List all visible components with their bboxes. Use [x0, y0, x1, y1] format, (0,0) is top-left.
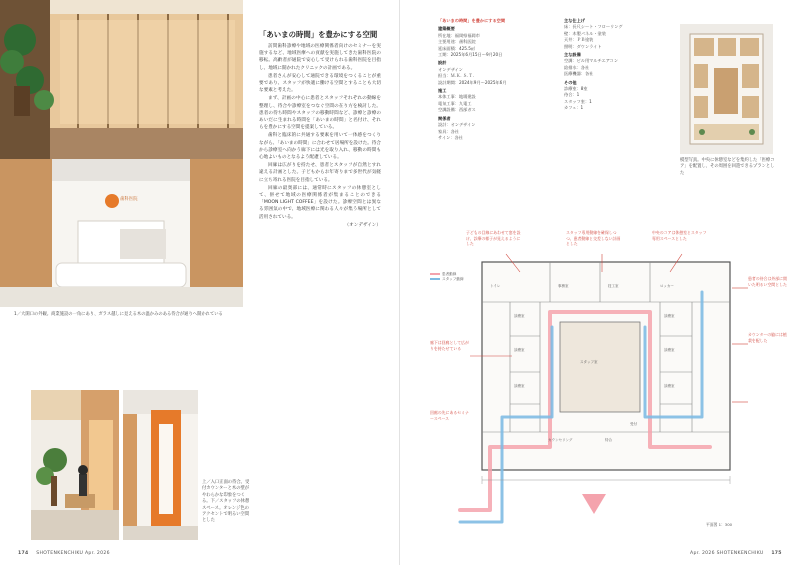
legend-item-staff [430, 277, 476, 282]
article-title: 「あいまの時間」を豊かにする空間 [259, 30, 378, 39]
lounge-photo [31, 390, 119, 540]
article-body [259, 43, 381, 229]
plan-annotation: 中央のコアは休憩室とスタッフ専用スペースとした [652, 230, 707, 241]
data-line: 診療室：8室 [564, 86, 588, 92]
storefront-photo [0, 0, 243, 159]
plan-label: 診療室 [664, 348, 675, 352]
magazine-name: Apr. 2026 SHOTENKENCHIKU [690, 551, 764, 556]
data-heading: 主な仕上げ [564, 18, 585, 23]
plan-label: スタッフ室 [580, 360, 598, 364]
article-paragraph: まず、計画の中心に患者とスタッフそれぞれの動線を整理し、待合や診療室をつなぐ空間の在り方を検討した。患者の待ち時間やスタッフの移動時間など、診療と診療のあいだに生まれる時間を「あいまの時間」と名付け、それらを豊かにする空間を提案している。 [259, 96, 381, 131]
plan-label: 受付 [630, 422, 637, 426]
data-line: 担当：Ｍ.Ｋ. Ｓ.Ｔ. [438, 73, 474, 79]
plan-annotation: 患者の待合は外部に開いた明るい空間とした [748, 276, 787, 287]
plan-annotation: 廊下は回廊として広がりを持たせている [430, 340, 469, 351]
plan-label: 技工室 [608, 284, 619, 288]
legend-label: 患者動線 [442, 272, 457, 276]
data-line: オンデザイン [438, 66, 463, 72]
right-page [400, 0, 800, 565]
article-paragraph: 訪問歯科診療や地域の医療関係者向けのセミナーを実施するなど、地域医療への貢献を実施してきた歯科医院の移転。高齢者が通院で安心して受けられる歯科医院を目指し、地域に開かれたクリニックの計画である。 [259, 44, 381, 71]
data-line: サイン：各社 [438, 134, 463, 140]
right-folio [690, 551, 782, 556]
plan-annotation: 回廊の先にあるセミナースペース [430, 410, 469, 421]
plan-label: 事務室 [558, 284, 569, 288]
data-line: 工期：2025年6月15日〜9月20日 [438, 52, 503, 58]
page-number: 174 [18, 551, 29, 556]
article-paragraph: 回廊は広がりを持たせ、患者とスタッフが自然とすれ違える計画とした。子どもからお年寄りまで多世代が気軽に立ち寄れる医院を目指している。 [259, 163, 381, 183]
plan-scale: 平面図 1：300 [706, 522, 733, 527]
plan-annotation: 子どもの目線にあわせて窓を設け、診療の様子が見えるようにした [466, 230, 521, 247]
reception-photo [0, 159, 243, 307]
data-line: 壁：木製パネル・塗装 [564, 30, 606, 36]
plan-label: ロッカー [660, 284, 674, 288]
floor-plan [430, 232, 790, 542]
data-line: スタッフ室：1 [564, 98, 592, 104]
data-line: カフェ：1 [564, 105, 584, 111]
plan-label: 診療室 [664, 314, 675, 318]
plan-label: 診療室 [664, 384, 675, 388]
legend-label: スタッフ動線 [442, 277, 464, 281]
data-line: 家具：各社 [438, 128, 459, 134]
page-number: 175 [771, 551, 782, 556]
article-paragraph: 歯科と臨床的に共通する要素を用いて一体感をつくりながら、「あいまの時間」に合わせて居場所を設けた。待合から診療室へ向かう廊下には光を取り入れ、移動の時間も心地よいものとなるよう配慮している。 [259, 133, 381, 161]
data-heading: 建築概要 [438, 26, 455, 32]
plan-annotation: カウンターの脇には植栽を配した [748, 332, 787, 343]
data-line: 主要用途：歯科医院 [438, 39, 476, 45]
model-photo-caption: 模型写真。中央に休憩室などを集約した「医療コア」を配置し、その周囲を回遊できるプランとした [680, 158, 775, 176]
left-folio [18, 551, 110, 556]
data-line: 給排水：各社 [564, 64, 590, 70]
article-paragraph: 回廊の最奥部には、通常時にスタッフの休憩室として、併せて地域の医療関係者が集まることのできる「MOON LIGHT COFFEE」を設けた。診療空間とは異なる雰囲気の中で、地域医療に関わる人々が集う場所として活用されている。 [259, 185, 381, 220]
data-heading: 施工 [438, 88, 447, 94]
data-line: 本体工事：地場建設 [438, 94, 476, 100]
data-line: 待合：1 [564, 92, 580, 98]
data-heading: 設計 [438, 60, 447, 66]
plan-label: 診療室 [514, 314, 525, 318]
magazine-name: SHOTENKENCHIKU Apr. 2026 [36, 551, 110, 556]
data-line: 所在地：福岡県福岡市 [438, 32, 480, 38]
article-paragraph: 患者さんが安心して通院できる環境をつくることが重要であり、スタッフが快適に働ける空間とすることも大切な要素と考えた。 [259, 73, 381, 94]
data-line: 設計期間：2024年9月〜2025年6月 [438, 79, 507, 85]
plan-label: 診療室 [514, 348, 525, 352]
data-heading: その他 [564, 79, 577, 85]
data-line: 空調設備：西部ガス [438, 107, 476, 113]
data-line: 照明：ダウンライト [564, 43, 602, 49]
data-heading: 主な設備 [564, 52, 581, 58]
data-line: 天井：ＰＢ塗装 [564, 37, 594, 43]
data-label: 「あいまの時間」を豊かにする空間 [438, 18, 506, 23]
top-photo-caption: 1／大開口の外観。商業施設の一角にあり、ガラス越しに見える木の温かみのある待合が通りへ開かれている [14, 312, 223, 317]
project-data-2 [564, 18, 674, 112]
corridor-photo [123, 390, 198, 540]
data-line: 設計：オンデザイン [438, 122, 476, 128]
bottom-photo-caption: 上／入口正面の待合。受付カウンターと木の壁がやわらかな印象をつくる。下／スタッフの休憩スペース。オレンジ色のアクセントで明るい空間とした [202, 480, 250, 524]
data-line: 空調：ビル用マルチエアコン [564, 58, 619, 64]
plan-label: 待合 [605, 438, 612, 442]
plan-label: 診療室 [514, 384, 525, 388]
data-line: 床：長尺シート・フローリング [564, 24, 623, 30]
plan-label: カウンセリング [548, 438, 573, 442]
plan-annotation: スタッフ専用動線を確保しつつ、患者動線と交差しない計画とした [566, 230, 621, 247]
route-legend [430, 272, 476, 282]
model-photo [680, 24, 773, 154]
data-line: 電気工事：九電工 [438, 100, 472, 106]
plan-label: トイレ [490, 284, 501, 288]
clinic-logo: 歯科医院 [120, 197, 138, 202]
data-line: 延床面積：425.5㎡ [438, 45, 476, 51]
data-heading: 関係者 [438, 115, 451, 121]
article-credit: （オンデザイン） [344, 222, 381, 228]
data-line: 医療機器：各社 [564, 71, 594, 77]
project-data [438, 18, 558, 141]
